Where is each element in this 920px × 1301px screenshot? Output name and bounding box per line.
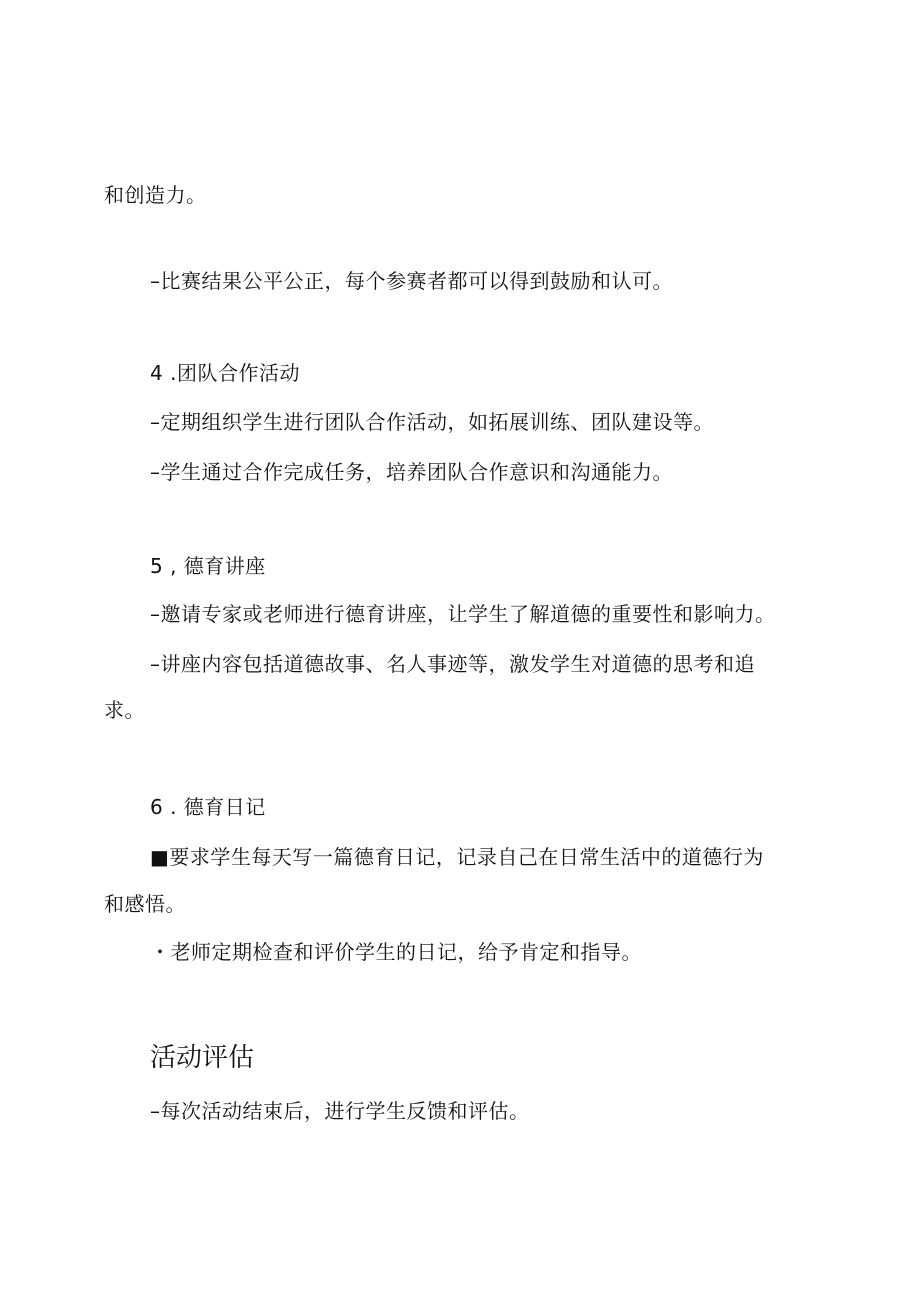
bullet-team-activity-cooperation: –学生通过合作完成任务，培养团队合作意识和沟通能力。 <box>150 460 673 484</box>
bullet-diary-check: ・老师定期检查和评价学生的日记，给予肯定和指导。 <box>150 940 642 964</box>
bullet-diary-requirement-cont: 和感悟。 <box>104 892 186 916</box>
item-heading-moral-diary: 6 . 德育日记 <box>150 795 266 819</box>
item-heading-team-activity: 4 .团队合作活动 <box>150 361 300 385</box>
bullet-team-activity-organize: –定期组织学生进行团队合作活动，如拓展训练、团队建设等。 <box>150 410 714 434</box>
bullet-evaluation-feedback: –每次活动结束后，进行学生反馈和评估。 <box>150 1099 530 1123</box>
item-heading-moral-lecture: 5 , 德育讲座 <box>150 554 266 578</box>
bullet-diary-requirement: ■要求学生每天写一篇德育日记，记录自己在日常生活中的道德行为 <box>150 845 764 869</box>
bullet-lecture-content-cont: 求。 <box>104 698 145 722</box>
bullet-lecture-content: –讲座内容包括道德故事、名人事迹等，激发学生对道德的思考和追 <box>150 652 755 676</box>
paragraph-continuation: 和创造力。 <box>104 183 207 207</box>
bullet-lecture-invite: –邀请专家或老师进行德育讲座，让学生了解道德的重要性和影响力。 <box>150 602 776 626</box>
section-heading-evaluation: 活动评估 <box>150 1043 255 1073</box>
bullet-competition-fairness: –比赛结果公平公正，每个参赛者都可以得到鼓励和认可。 <box>150 269 673 293</box>
